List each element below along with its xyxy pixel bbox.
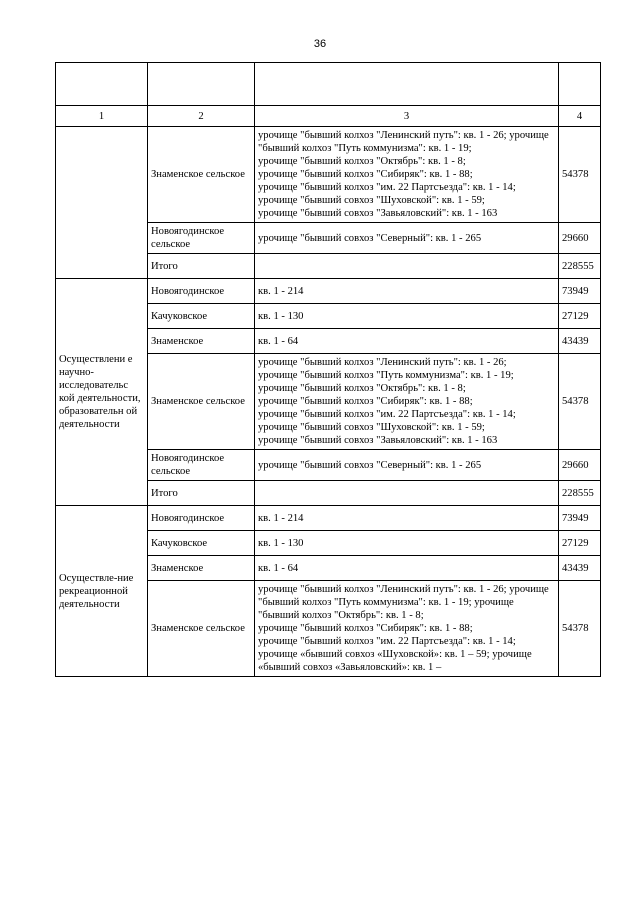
header-cell-1: [56, 63, 148, 106]
area-line: урочище "бывший колхоз "Октябрь": кв. 1 - 8;: [258, 383, 466, 394]
areas-cell: [255, 581, 559, 677]
areas-cell: [255, 506, 559, 531]
column-number: 2: [148, 106, 255, 127]
area-line: урочище "бывший совхоз "Шуховской": кв. 1 - 59;: [258, 195, 485, 206]
value-cell: 228555: [559, 481, 601, 506]
area-line: урочище "бывший колхоз "Ленинский путь": кв. 1 - 26;: [258, 357, 507, 368]
district-cell: Новоягодинское: [148, 279, 255, 304]
value-cell: 54378: [559, 127, 601, 223]
district-cell: Новоягодинское сельское: [148, 223, 255, 254]
activity-cell: Осуществлени е научно-исследовательс кой деятельности, образовательн ой деятельности: [56, 279, 148, 506]
value-cell: 29660: [559, 223, 601, 254]
areas-cell: [255, 254, 559, 279]
area-line: урочище "бывший совхоз "Завьяловский": кв. 1 - 163: [258, 208, 498, 219]
district-cell: Знаменское: [148, 329, 255, 354]
area-line: урочище "бывший колхоз "им. 22 Партсъезда": кв. 1 - 14; урочище «бывший совхоз «Шуховской»: кв. 1 – 59; урочище «бывший совхоз «Завьяловский»: кв. 1 –: [258, 636, 532, 673]
column-number: 4: [559, 106, 601, 127]
district-cell: Новоягодинское: [148, 506, 255, 531]
area-line: [258, 260, 555, 273]
header-cell-4: [559, 63, 601, 106]
district-cell: Знаменское сельское: [148, 127, 255, 223]
area-line: урочище "бывший колхоз "Сибиряк": кв. 1 - 88;: [258, 623, 473, 634]
area-line: кв. 1 - 214: [258, 285, 304, 297]
area-line: кв. 1 - 64: [258, 335, 299, 347]
district-cell: Итого: [148, 254, 255, 279]
areas-cell: [255, 531, 559, 556]
areas-cell: [255, 556, 559, 581]
areas-cell: [255, 354, 559, 450]
value-cell: 43439: [559, 329, 601, 354]
area-line: урочище "бывший совхоз "Шуховской": кв. 1 - 59;: [258, 422, 485, 433]
value-cell: 29660: [559, 450, 601, 481]
area-line: урочище "бывший колхоз "им. 22 Партсъезда": кв. 1 - 14;: [258, 182, 516, 193]
header-cell-3: [255, 63, 559, 106]
value-cell: 73949: [559, 279, 601, 304]
area-line: урочище "бывший колхоз "Сибиряк": кв. 1 - 88;: [258, 396, 473, 407]
areas-cell: [255, 329, 559, 354]
forest-areas-table: [55, 62, 601, 677]
area-line: кв. 1 - 214: [258, 512, 304, 524]
area-line: урочище "бывший колхоз "Ленинский путь": кв. 1 - 26; урочище "бывший колхоз "Путь коммунизма": кв. 1 - 19;: [258, 130, 549, 154]
value-cell: 27129: [559, 531, 601, 556]
area-line: урочище "бывший совхоз "Северный": кв. 1 - 265: [258, 232, 482, 244]
area-line: урочище "бывший совхоз "Завьяловский": кв. 1 - 163: [258, 435, 498, 446]
area-line: урочище "бывший колхоз "Сибиряк": кв. 1 - 88;: [258, 169, 473, 180]
district-cell: Качуковское: [148, 304, 255, 329]
area-line: [258, 487, 555, 500]
table-row: [56, 127, 601, 223]
district-cell: Знаменское сельское: [148, 581, 255, 677]
areas-cell: [255, 279, 559, 304]
table-row: [56, 279, 601, 304]
area-line: урочище "бывший колхоз "Путь коммунизма": кв. 1 - 19;: [258, 370, 514, 381]
district-cell: Итого: [148, 481, 255, 506]
area-line: кв. 1 - 130: [258, 310, 304, 322]
activity-cell: [56, 127, 148, 279]
areas-cell: [255, 481, 559, 506]
value-cell: 43439: [559, 556, 601, 581]
value-cell: 73949: [559, 506, 601, 531]
value-cell: 27129: [559, 304, 601, 329]
column-numbers-row: [56, 106, 601, 127]
header-cell-2: [148, 63, 255, 106]
areas-cell: [255, 304, 559, 329]
district-cell: Знаменское: [148, 556, 255, 581]
area-line: урочище "бывший колхоз "Октябрь": кв. 1 - 8;: [258, 156, 466, 167]
column-number: 1: [56, 106, 148, 127]
district-cell: Новоягодинское сельское: [148, 450, 255, 481]
page-number: 36: [313, 38, 327, 50]
area-line: урочище "бывший колхоз "им. 22 Партсъезда": кв. 1 - 14;: [258, 409, 516, 420]
area-line: кв. 1 - 64: [258, 562, 299, 574]
areas-cell: [255, 223, 559, 254]
district-cell: Качуковское: [148, 531, 255, 556]
area-line: урочище "бывший колхоз "Ленинский путь": кв. 1 - 26; урочище "бывший колхоз "Путь коммунизма": кв. 1 - 19; урочище "бывший колхоз "Октябрь": кв. 1 - 8;: [258, 584, 549, 621]
area-line: урочище "бывший совхоз "Северный": кв. 1 - 265: [258, 459, 482, 471]
district-cell: Знаменское сельское: [148, 354, 255, 450]
areas-cell: [255, 450, 559, 481]
table-header-row: [56, 63, 601, 106]
value-cell: 54378: [559, 581, 601, 677]
column-number: 3: [255, 106, 559, 127]
value-cell: 54378: [559, 354, 601, 450]
activity-cell: Осуществле-ние рекреационной деятельности: [56, 506, 148, 677]
area-line: кв. 1 - 130: [258, 537, 304, 549]
areas-cell: [255, 127, 559, 223]
value-cell: 228555: [559, 254, 601, 279]
table-row: [56, 506, 601, 531]
